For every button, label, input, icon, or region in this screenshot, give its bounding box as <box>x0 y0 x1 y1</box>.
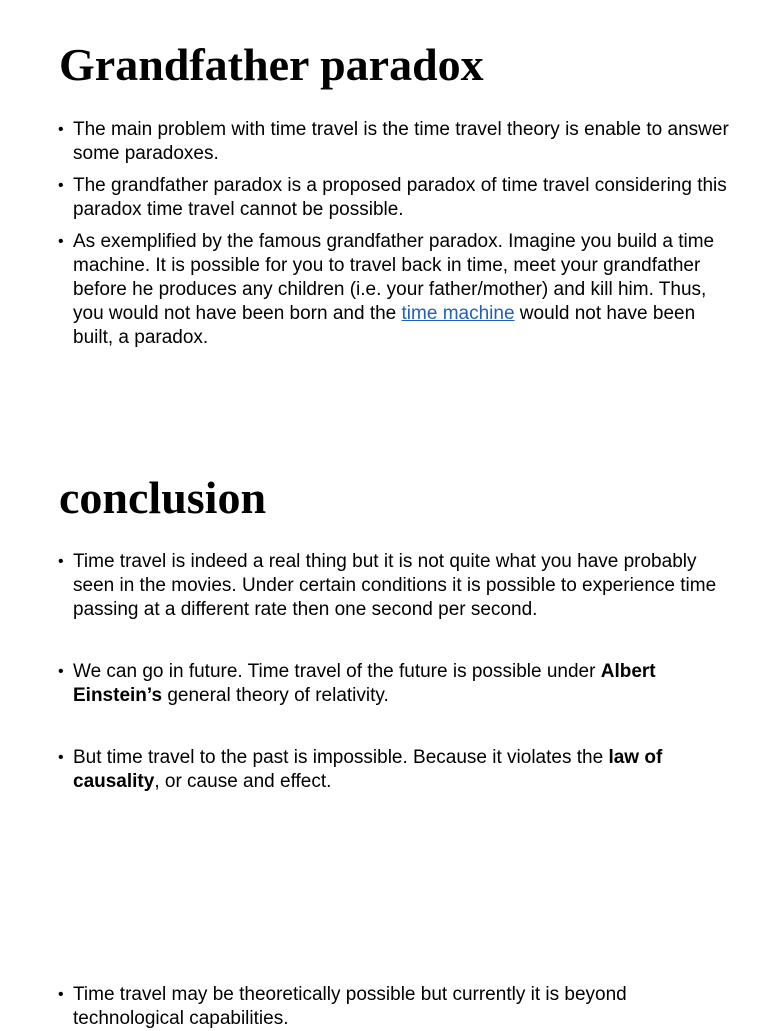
section-title-grandfather-paradox: Grandfather paradox <box>59 39 484 90</box>
list-item <box>58 230 730 350</box>
bullet-text: Time travel may be theoretically possible but currently it is beyond technological capabilities. <box>73 984 627 1029</box>
bullet-text: , or cause and effect. <box>154 771 332 792</box>
bullet-text: The main problem with time travel is the time travel theory is enable to answer some paradoxes. <box>73 119 729 164</box>
bullet-text: Time travel is indeed a real thing but it is not quite what you have probably seen in the movies. Under certain conditions it is possible to experience time passing at a different rate then one second per second. <box>73 551 717 620</box>
grandfather-paradox-bullet-list <box>58 118 730 358</box>
bold-text: Albert Einstein’s <box>73 661 656 706</box>
bullet-text: As exemplified by the famous grandfather paradox. Imagine you build a time machine. It is possible for you to travel back in time, meet your grandfather before he produces any children (i.e. your father/mother) and kill him. Thus, you would not have been born and the <box>73 231 715 324</box>
bullet-text: The grandfather paradox is a proposed paradox of time travel considering this paradox time travel cannot be possible. <box>73 175 727 220</box>
time-machine-link[interactable]: time machine <box>401 303 515 324</box>
bold-text: law of causality <box>73 747 663 792</box>
bullet-icon: • <box>58 177 64 194</box>
bullet-text: general theory of relativity. <box>162 685 389 706</box>
bullet-icon: • <box>58 663 64 680</box>
conclusion-bullet-list <box>58 550 730 832</box>
bullet-icon: • <box>58 233 64 250</box>
list-item <box>58 550 730 622</box>
bullet-icon: • <box>58 553 64 570</box>
bullet-text: But time travel to the past is impossible. Because it violates the <box>73 747 609 768</box>
bullet-text: We can go in future. Time travel of the future is possible under <box>73 661 601 682</box>
bullet-icon: • <box>58 121 64 138</box>
list-item <box>58 118 730 166</box>
section-title-conclusion: conclusion <box>59 472 267 523</box>
bullet-icon: • <box>58 749 64 766</box>
list-item <box>58 174 730 222</box>
list-item <box>58 660 730 708</box>
bullet-icon: • <box>58 986 64 1003</box>
list-item <box>58 746 730 794</box>
bullet-text: would not have been built, a paradox. <box>73 303 696 348</box>
